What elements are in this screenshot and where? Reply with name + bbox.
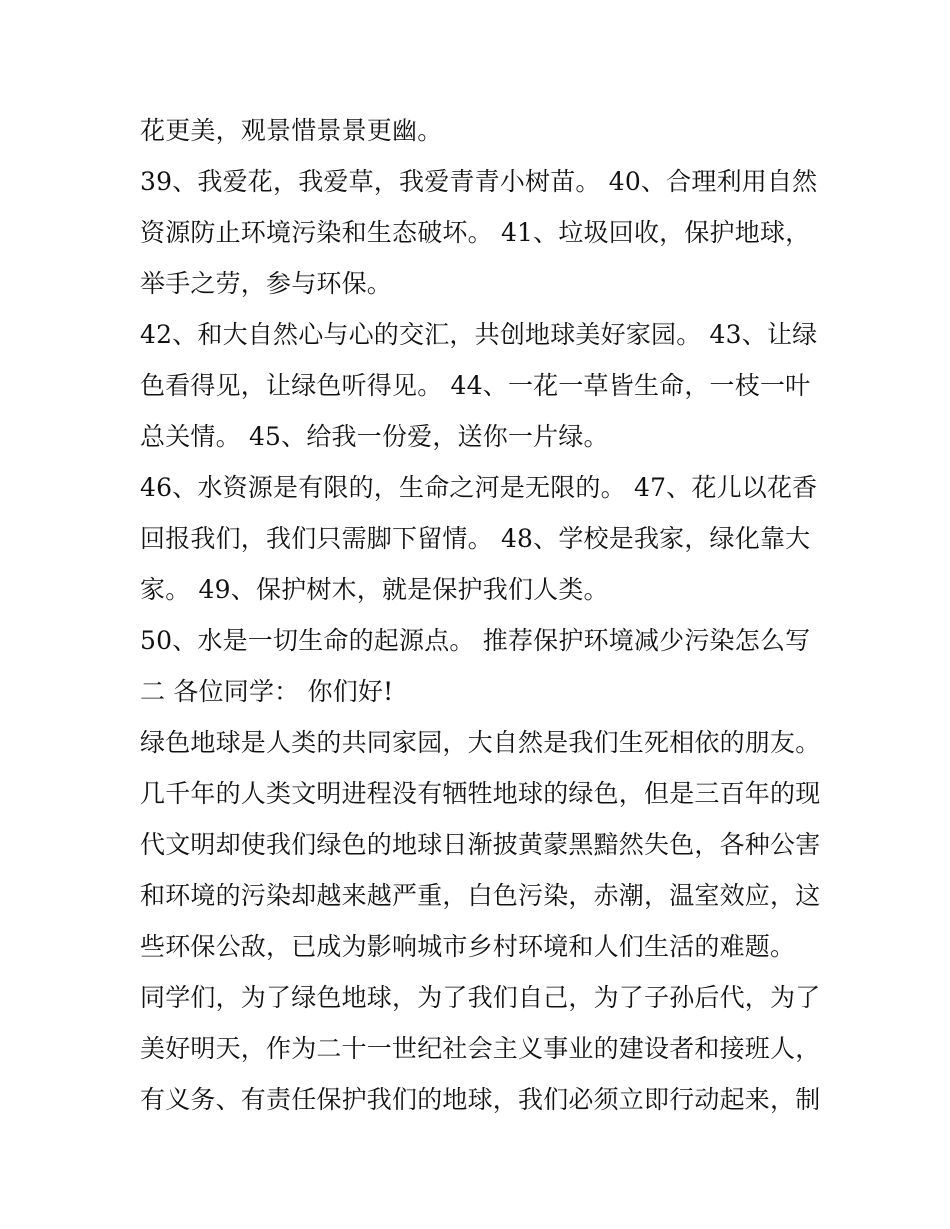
text-line: 资源防止环境污染和生态破坏。 41、垃圾回收，保护地球， <box>140 218 811 247</box>
text-line: 绿色地球是人类的共同家园，大自然是我们生死相依的朋友。 <box>140 728 821 757</box>
text-line: 花更美，观景惜景景更幽。 <box>140 116 443 145</box>
text-line: 50、水是一切生命的起源点。 推荐保护环境减少污染怎么写 <box>140 626 811 655</box>
document-body <box>140 105 820 1125</box>
text-line: 些环保公敌，已成为影响城市乡村环境和人们生活的难题。 <box>140 932 796 961</box>
text-line: 几千年的人类文明进程没有牺牲地球的绿色，但是三百年的现 <box>140 779 821 808</box>
text-line: 和环境的污染却越来越严重，白色污染，赤潮，温室效应，这 <box>140 881 821 910</box>
text-line: 家。 49、保护树木，就是保护我们人类。 <box>140 575 609 604</box>
text-line: 二 各位同学： 你们好! <box>140 677 394 706</box>
text-line: 39、我爱花，我爱草，我爱青青小树苗。 40、合理利用自然 <box>140 167 818 196</box>
text-line: 有义务、有责任保护我们的地球，我们必须立即行动起来，制 <box>140 1085 821 1114</box>
text-line: 42、和大自然心与心的交汇，共创地球美好家园。 43、让绿 <box>140 320 818 349</box>
text-line: 总关情。 45、给我一份爱，送你一片绿。 <box>140 422 609 451</box>
text-line: 46、水资源是有限的，生命之河是无限的。 47、花儿以花香 <box>140 473 818 502</box>
text-line: 美好明天，作为二十一世纪社会主义事业的建设者和接班人， <box>140 1034 821 1063</box>
text-line: 色看得见，让绿色听得见。 44、一花一草皆生命，一枝一叶 <box>140 371 811 400</box>
text-line: 举手之劳，参与环保。 <box>140 269 393 298</box>
text-line: 同学们，为了绿色地球，为了我们自己，为了子孙后代，为了 <box>140 983 821 1012</box>
text-line: 代文明却使我们绿色的地球日渐披黄蒙黑黯然失色，各种公害 <box>140 830 821 859</box>
text-line: 回报我们，我们只需脚下留情。 48、学校是我家，绿化靠大 <box>140 524 811 553</box>
